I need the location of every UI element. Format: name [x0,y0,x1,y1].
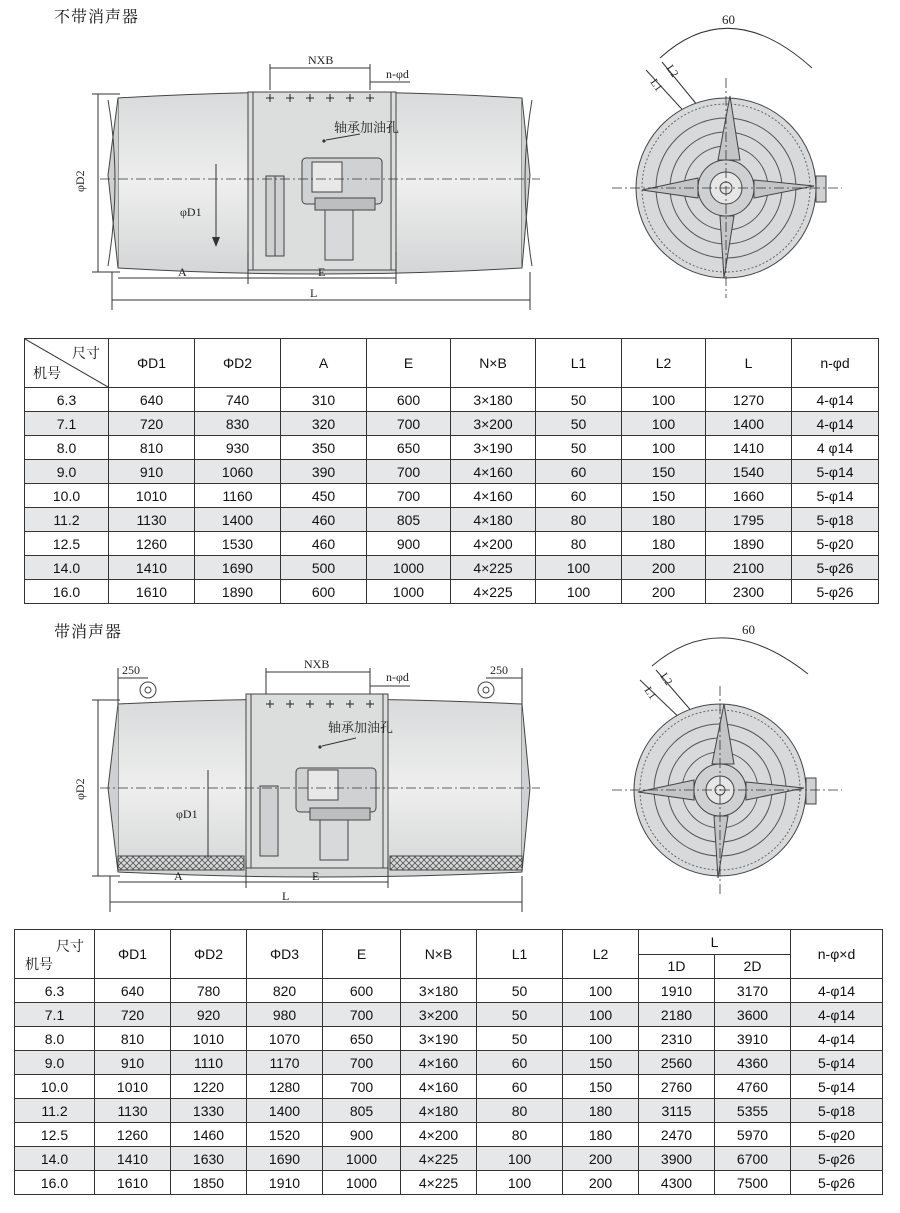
table-cell: 100 [477,1171,563,1195]
table-cell: 1070 [247,1027,323,1051]
table-cell: 4×160 [451,484,536,508]
table-cell: 1795 [706,508,792,532]
e-label: E [312,869,320,883]
table-cell: 1000 [367,556,451,580]
corner-dimension-label: 尺寸 [56,938,84,954]
table-cell: 180 [563,1123,639,1147]
col-subheader-2d: 2D [715,954,791,979]
table-cell: 100 [563,1003,639,1027]
table-cell: 3×200 [451,412,536,436]
table-row [15,1003,883,1027]
l-label: L [310,286,318,300]
table-cell: 4×180 [451,508,536,532]
table-cell: 60 [536,460,622,484]
table-cell: 1330 [171,1099,247,1123]
table-cell: 4×160 [401,1075,477,1099]
table-cell: 1400 [247,1099,323,1123]
table-cell: 500 [281,556,367,580]
table-cell: 700 [323,1003,401,1027]
table-cell: 1610 [109,580,195,604]
table-cell: 50 [536,436,622,460]
n-phi-d-label: n-φd [386,67,409,81]
table-cell: 1280 [247,1075,323,1099]
table-cell: 3600 [715,1003,791,1027]
table-cell: 4×200 [451,532,536,556]
model-number-cell: 10.0 [25,484,109,508]
table-cell: 4-φ14 [791,979,883,1003]
table-cell: 1010 [109,484,195,508]
front-view-silencer-svg [612,616,842,896]
table-cell: 830 [195,412,281,436]
table-cell: 80 [477,1099,563,1123]
table-cell: 1630 [171,1147,247,1171]
table-row [15,979,883,1003]
model-number-cell: 14.0 [25,556,109,580]
table-cell: 4×200 [401,1123,477,1147]
model-number-cell: 8.0 [25,436,109,460]
table-cell: 180 [622,532,706,556]
table-cell: 3910 [715,1027,791,1051]
col-header: ΦD3 [247,930,323,979]
model-number-cell: 8.0 [15,1027,95,1051]
table-cell: 5-φ18 [792,508,879,532]
table-cell: 3170 [715,979,791,1003]
corner-model-label: 机号 [33,365,61,381]
table-cell: 4-φ14 [792,388,879,412]
table-cell: 100 [536,556,622,580]
table-row [15,1147,883,1171]
model-number-cell: 16.0 [25,580,109,604]
table-cell: 200 [563,1147,639,1171]
table-cell: 5-φ26 [792,580,879,604]
table-cell: 200 [563,1171,639,1195]
model-number-cell: 10.0 [15,1075,95,1099]
spec-table-with-silencer [14,929,883,1195]
table-cell: 4×225 [451,580,536,604]
table-cell: 5-φ26 [791,1147,883,1171]
table-row [25,580,879,604]
table-cell: 60 [477,1051,563,1075]
table-cell: 100 [563,1027,639,1051]
table-cell: 460 [281,508,367,532]
table-cell: 1890 [706,532,792,556]
table-cell: 1410 [706,436,792,460]
table-cell: 700 [367,412,451,436]
e-label: E [318,265,326,279]
table-cell: 100 [622,436,706,460]
table-cell: 5-φ26 [792,556,879,580]
table-cell: 720 [109,412,195,436]
table-cell: 1010 [171,1027,247,1051]
table-cell: 80 [477,1123,563,1147]
table-cell: 100 [622,412,706,436]
angle-60-label: 60 [722,12,735,27]
table-row [25,532,879,556]
col-header: L2 [622,339,706,388]
table-cell: 1690 [195,556,281,580]
table-cell: 1690 [247,1147,323,1171]
table-cell: 1910 [639,979,715,1003]
corner-dimension-label: 尺寸 [72,345,100,361]
corner-header-cell [25,339,109,388]
table-cell: 450 [281,484,367,508]
table-cell: 5-φ14 [791,1051,883,1075]
l1-label: L1 [647,76,665,94]
table-cell: 910 [109,460,195,484]
table-cell: 1260 [95,1123,171,1147]
table-row [15,1171,883,1195]
table-cell: 1410 [95,1147,171,1171]
table-cell: 930 [195,436,281,460]
table-cell: 1110 [171,1051,247,1075]
table-cell: 5970 [715,1123,791,1147]
table-cell: 600 [281,580,367,604]
table-row [15,1099,883,1123]
model-number-cell: 7.1 [15,1003,95,1027]
model-number-cell: 12.5 [25,532,109,556]
table-cell: 1220 [171,1075,247,1099]
n-phi-d-label: n-φd [386,670,409,684]
nxb-label: NXB [304,657,330,671]
table-cell: 5-φ20 [791,1123,883,1147]
table-cell: 2180 [639,1003,715,1027]
dim-250-right-label: 250 [490,663,508,677]
fan-front-view-drawing [612,8,842,298]
l2-label: L2 [657,670,675,688]
table-cell: 1170 [247,1051,323,1075]
table-cell: 2760 [639,1075,715,1099]
table-cell: 5-φ26 [791,1171,883,1195]
table-cell: 2470 [639,1123,715,1147]
col-header: E [367,339,451,388]
col-header-l: L [639,930,791,955]
table-cell: 310 [281,388,367,412]
col-header: L [706,339,792,388]
model-number-cell: 12.5 [15,1123,95,1147]
model-number-cell: 11.2 [25,508,109,532]
table-cell: 1850 [171,1171,247,1195]
model-number-cell: 9.0 [15,1051,95,1075]
table-cell: 2100 [706,556,792,580]
fan-silencer-side-view-drawing [70,650,550,920]
col-header: n-φd [792,339,879,388]
table-cell: 80 [536,508,622,532]
table-cell: 4300 [639,1171,715,1195]
col-header: N×B [451,339,536,388]
phi-d2-label: φD2 [73,778,87,800]
table-cell: 4360 [715,1051,791,1075]
table-cell: 1530 [195,532,281,556]
col-header: ΦD2 [171,930,247,979]
a-label: A [178,265,187,279]
dim-250-left-label: 250 [122,663,140,677]
table-cell: 1400 [195,508,281,532]
table-row [25,412,879,436]
table-cell: 4×160 [451,460,536,484]
table-row [15,1027,883,1051]
table-cell: 900 [323,1123,401,1147]
model-number-cell: 6.3 [15,979,95,1003]
table-cell: 60 [536,484,622,508]
table-cell: 5-φ14 [792,484,879,508]
table-cell: 80 [536,532,622,556]
phi-d2-label: φD2 [73,170,87,192]
col-header: ΦD1 [109,339,195,388]
nxb-label: NXB [308,53,334,67]
oil-hole-label: 轴承加油孔 [328,721,394,736]
table-cell: 720 [95,1003,171,1027]
col-header: A [281,339,367,388]
table-cell: 900 [367,532,451,556]
phi-d1-label: φD1 [180,205,202,219]
col-header: L1 [536,339,622,388]
table-cell: 2310 [639,1027,715,1051]
fan-side-view-drawing [70,40,550,320]
table-cell: 810 [95,1027,171,1051]
table-cell: 1410 [109,556,195,580]
table-cell: 5-φ14 [792,460,879,484]
table-row [15,1075,883,1099]
table-cell: 3×190 [401,1027,477,1051]
table-cell: 1890 [195,580,281,604]
table-cell: 4-φ14 [792,412,879,436]
table-cell: 50 [536,412,622,436]
table-cell: 805 [367,508,451,532]
table-cell: 100 [536,580,622,604]
table-cell: 3×200 [401,1003,477,1027]
l1-label: L1 [641,684,659,702]
a-label: A [174,869,183,883]
table-cell: 1610 [95,1171,171,1195]
spec-table-no-silencer [24,338,879,604]
table-cell: 1660 [706,484,792,508]
table-cell: 50 [477,979,563,1003]
col-header: L1 [477,930,563,979]
table-cell: 3×180 [451,388,536,412]
model-number-cell: 16.0 [15,1171,95,1195]
model-number-cell: 11.2 [15,1099,95,1123]
section-title-with-silencer: 带消声器 [54,622,123,641]
table-cell: 200 [622,580,706,604]
table-cell: 2560 [639,1051,715,1075]
table-cell: 3×190 [451,436,536,460]
side-view-svg [70,40,550,320]
table-cell: 1910 [247,1171,323,1195]
model-number-cell: 14.0 [15,1147,95,1171]
table-cell: 100 [622,388,706,412]
phi-d1-label: φD1 [176,807,198,821]
table-cell: 460 [281,532,367,556]
col-header: n-φ×d [791,930,883,979]
table-cell: 1000 [323,1171,401,1195]
table-cell: 1400 [706,412,792,436]
table-cell: 4×180 [401,1099,477,1123]
table-cell: 980 [247,1003,323,1027]
corner-model-label: 机号 [25,956,53,972]
table-cell: 1060 [195,460,281,484]
table-cell: 50 [536,388,622,412]
table-cell: 1160 [195,484,281,508]
table-cell: 810 [109,436,195,460]
col-subheader-1d: 1D [639,954,715,979]
table-row [25,556,879,580]
table-cell: 805 [323,1099,401,1123]
table-cell: 1270 [706,388,792,412]
table-cell: 180 [563,1099,639,1123]
table-cell: 1000 [323,1147,401,1171]
table-cell: 740 [195,388,281,412]
table-cell: 650 [323,1027,401,1051]
model-number-cell: 6.3 [25,388,109,412]
col-header: L2 [563,930,639,979]
table-cell: 1010 [95,1075,171,1099]
table-cell: 600 [367,388,451,412]
table-row [15,1123,883,1147]
col-header: ΦD1 [95,930,171,979]
table-cell: 150 [622,460,706,484]
table-cell: 3×180 [401,979,477,1003]
table-row [25,436,879,460]
table-cell: 2300 [706,580,792,604]
table-cell: 1540 [706,460,792,484]
col-header: E [323,930,401,979]
table-cell: 4-φ14 [791,1003,883,1027]
angle-60-label: 60 [742,622,755,637]
col-header: ΦD2 [195,339,281,388]
oil-hole-label: 轴承加油孔 [334,121,400,136]
table-cell: 4-φ14 [791,1027,883,1051]
table-cell: 150 [563,1075,639,1099]
table-cell: 1460 [171,1123,247,1147]
table-cell: 390 [281,460,367,484]
table-cell: 5-φ20 [792,532,879,556]
l2-label: L2 [663,62,681,80]
table-cell: 180 [622,508,706,532]
col-header: N×B [401,930,477,979]
table-row [25,460,879,484]
l-label: L [282,889,290,903]
side-view-silencer-svg [70,650,550,920]
table-cell: 700 [367,460,451,484]
table-cell: 780 [171,979,247,1003]
section-title-no-silencer: 不带消声器 [54,7,140,26]
model-number-cell: 9.0 [25,460,109,484]
table-cell: 920 [171,1003,247,1027]
table-cell: 320 [281,412,367,436]
table-cell: 50 [477,1027,563,1051]
table-cell: 350 [281,436,367,460]
table-cell: 820 [247,979,323,1003]
table-body [25,388,879,604]
table-cell: 700 [323,1075,401,1099]
table-cell: 1520 [247,1123,323,1147]
table-cell: 5-φ14 [791,1075,883,1099]
table-cell: 700 [323,1051,401,1075]
table-cell: 700 [367,484,451,508]
table-cell: 50 [477,1003,563,1027]
table-cell: 100 [477,1147,563,1171]
table-row [25,484,879,508]
table-cell: 150 [563,1051,639,1075]
table-row [15,1051,883,1075]
table-cell: 640 [95,979,171,1003]
model-number-cell: 7.1 [25,412,109,436]
table-cell: 100 [563,979,639,1003]
table-cell: 1130 [109,508,195,532]
table-cell: 3900 [639,1147,715,1171]
table-cell: 4×225 [401,1147,477,1171]
corner-header-cell [15,930,95,979]
table-cell: 6700 [715,1147,791,1171]
table-row [25,508,879,532]
table-cell: 640 [109,388,195,412]
table-body [15,979,883,1195]
table-cell: 4×160 [401,1051,477,1075]
table-cell: 5355 [715,1099,791,1123]
table-row [25,388,879,412]
front-view-svg [612,8,842,298]
fan-silencer-front-view-drawing [612,616,842,896]
table-cell: 600 [323,979,401,1003]
table-cell: 650 [367,436,451,460]
table-cell: 200 [622,556,706,580]
table-cell: 1130 [95,1099,171,1123]
table-cell: 1260 [109,532,195,556]
table-cell: 3115 [639,1099,715,1123]
table-cell: 1000 [367,580,451,604]
table-cell: 5-φ18 [791,1099,883,1123]
table-cell: 60 [477,1075,563,1099]
table-cell: 7500 [715,1171,791,1195]
table-cell: 4×225 [451,556,536,580]
table-cell: 4 φ14 [792,436,879,460]
table-cell: 4760 [715,1075,791,1099]
table-cell: 910 [95,1051,171,1075]
table-cell: 4×225 [401,1171,477,1195]
table-cell: 150 [622,484,706,508]
